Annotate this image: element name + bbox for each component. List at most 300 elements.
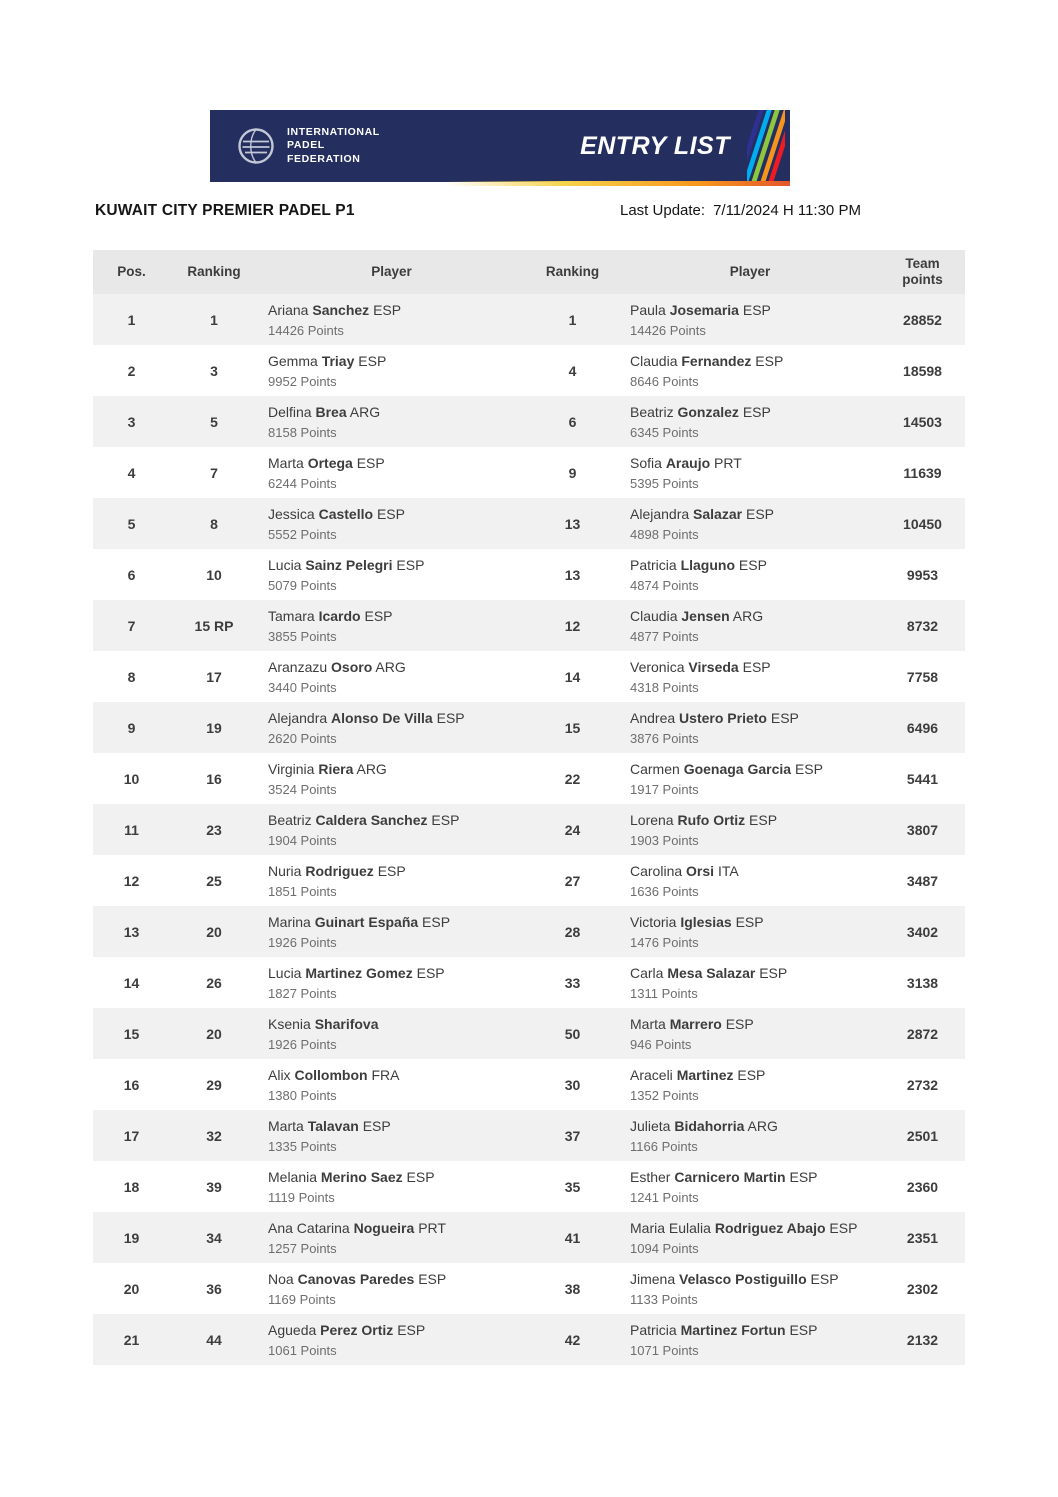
- country-code: ESP: [789, 1168, 818, 1185]
- table-row: [93, 1212, 965, 1263]
- player-points-2: 8646 Points: [630, 373, 699, 389]
- ranking-cell-1: 20: [206, 923, 222, 940]
- country-code: ESP: [810, 1270, 839, 1287]
- last-name: Caldera Sanchez: [315, 811, 428, 828]
- player-cell-2: [620, 1008, 880, 1059]
- player-name-2: [630, 454, 876, 472]
- country-code: ITA: [717, 862, 739, 879]
- player-name-2: [630, 1270, 876, 1288]
- country-code: ESP: [376, 505, 405, 522]
- country-code: ESP: [358, 352, 387, 369]
- entry-list-table: [93, 250, 965, 1365]
- table-row: [93, 294, 965, 345]
- federation-name: [287, 126, 380, 167]
- last-name: Velasco Postiguillo: [679, 1270, 807, 1287]
- player-points-1: 1380 Points: [268, 1087, 337, 1103]
- player-name-2: [630, 964, 876, 982]
- team-points-cell: 2732: [906, 1076, 939, 1093]
- first-name: Melania: [268, 1168, 318, 1185]
- first-name: Lucia: [268, 556, 302, 573]
- ranking-cell-2: 42: [564, 1331, 581, 1348]
- first-name: Claudia: [630, 607, 678, 624]
- ranking-cell-2: 33: [564, 974, 581, 991]
- player-points-2: 1133 Points: [630, 1291, 698, 1307]
- last-update: [620, 202, 861, 219]
- ranking-cell-2: 28: [564, 923, 581, 940]
- country-code: ARG: [356, 760, 387, 777]
- last-name: Nogueira: [353, 1219, 415, 1236]
- player-points-1: 1926 Points: [268, 1036, 337, 1052]
- player-points-1: 1061 Points: [268, 1342, 337, 1358]
- ranking-cell-2: 12: [564, 617, 581, 634]
- header-pos: Pos.: [93, 250, 170, 294]
- player-name-2: [630, 760, 876, 778]
- team-points-cell: 10450: [903, 515, 942, 532]
- first-name: Paula: [630, 301, 666, 318]
- player-points-2: 14426 Points: [630, 322, 706, 338]
- country-code: PRT: [418, 1219, 446, 1236]
- country-code: ESP: [789, 1321, 818, 1338]
- player-name-1: [268, 709, 521, 727]
- player-points-2: 4318 Points: [630, 679, 699, 695]
- team-points-cell: 5441: [906, 770, 939, 787]
- country-code: ESP: [745, 505, 774, 522]
- position-cell: 12: [123, 872, 140, 889]
- header-player-1: Player: [258, 250, 525, 294]
- ranking-cell-2: 9: [568, 464, 577, 481]
- player-name-1: [268, 301, 521, 319]
- position-cell: 21: [123, 1331, 140, 1348]
- ranking-cell-1: 20: [206, 1025, 222, 1042]
- first-name: Jimena: [630, 1270, 676, 1287]
- country-code: ESP: [759, 964, 788, 981]
- last-name: Mesa Salazar: [667, 964, 756, 981]
- ranking-cell-1: 16: [206, 770, 222, 787]
- last-update-value: 7/11/2024 H 11:30 PM: [713, 202, 861, 219]
- player-name-2: [630, 811, 876, 829]
- player-points-2: 1241 Points: [630, 1189, 699, 1205]
- player-points-1: 1119 Points: [268, 1189, 335, 1205]
- player-name-2: [630, 913, 876, 931]
- table-header-row: [93, 250, 965, 294]
- position-cell: 8: [127, 668, 136, 685]
- position-cell: 16: [123, 1076, 140, 1093]
- country-code: ESP: [829, 1219, 858, 1236]
- country-code: ESP: [396, 556, 425, 573]
- first-name: Marta: [630, 1015, 666, 1032]
- first-name: Alejandra: [268, 709, 328, 726]
- player-cell-1: [258, 1110, 525, 1161]
- player-points-1: 1851 Points: [268, 883, 337, 899]
- player-points-2: 5395 Points: [630, 475, 699, 491]
- team-points-cell: 18598: [903, 362, 942, 379]
- team-points-cell: 9953: [906, 566, 939, 583]
- player-points-1: 1257 Points: [268, 1240, 337, 1256]
- first-name: Lorena: [630, 811, 674, 828]
- country-code: ESP: [362, 1117, 391, 1134]
- position-cell: 19: [123, 1229, 140, 1246]
- country-code: ARG: [747, 1117, 778, 1134]
- position-cell: 9: [127, 719, 136, 736]
- player-name-1: [268, 1168, 521, 1186]
- last-name: Rodriguez Abajo: [714, 1219, 826, 1236]
- player-cell-1: [258, 1263, 525, 1314]
- player-name-1: [268, 811, 521, 829]
- player-points-2: 4874 Points: [630, 577, 699, 593]
- position-cell: 7: [127, 617, 136, 634]
- country-code: ESP: [737, 1066, 766, 1083]
- ranking-cell-1: 1: [210, 311, 218, 328]
- player-cell-2: [620, 447, 880, 498]
- last-update-label: Last Update:: [620, 202, 706, 219]
- first-name: Lucia: [268, 964, 302, 981]
- last-name: Fernandez: [681, 352, 752, 369]
- player-name-2: [630, 1321, 876, 1339]
- last-name: Sainz Pelegri: [305, 556, 393, 573]
- position-cell: 4: [127, 464, 136, 481]
- first-name: Aranzazu: [268, 658, 328, 675]
- country-code: ESP: [364, 607, 393, 624]
- player-name-1: [268, 1066, 521, 1084]
- table-row: [93, 1008, 965, 1059]
- player-points-1: 3524 Points: [268, 781, 337, 797]
- last-name: Osoro: [331, 658, 373, 675]
- ranking-cell-1: 32: [206, 1127, 222, 1144]
- last-name: Talavan: [307, 1117, 359, 1134]
- player-cell-2: [620, 396, 880, 447]
- player-name-1: [268, 556, 521, 574]
- player-cell-2: [620, 345, 880, 396]
- title-row: [95, 202, 965, 226]
- last-name: Sharifova: [314, 1015, 379, 1032]
- banner-stripes-decoration: [747, 110, 785, 182]
- country-code: ESP: [794, 760, 823, 777]
- last-name: Orsi: [686, 862, 715, 879]
- ranking-cell-1: 39: [206, 1178, 222, 1195]
- table-row: [93, 345, 965, 396]
- player-cell-1: [258, 957, 525, 1008]
- player-name-1: [268, 862, 521, 880]
- federation-name-line1: INTERNATIONAL: [287, 125, 380, 138]
- position-cell: 17: [123, 1127, 140, 1144]
- player-points-2: 1903 Points: [630, 832, 699, 848]
- first-name: Virginia: [268, 760, 315, 777]
- ranking-cell-1: 8: [210, 515, 218, 532]
- last-name: Icardo: [318, 607, 361, 624]
- ranking-cell-1: 44: [206, 1331, 222, 1348]
- ranking-cell-1: 34: [206, 1229, 222, 1246]
- player-cell-2: [620, 804, 880, 855]
- federation-name-line2: PADEL: [287, 139, 325, 152]
- team-points-cell: 2351: [906, 1229, 939, 1246]
- player-cell-2: [620, 1161, 880, 1212]
- ranking-cell-1: 25: [206, 872, 222, 889]
- first-name: Tamara: [268, 607, 315, 624]
- team-points-cell: 6496: [906, 719, 939, 736]
- player-cell-2: [620, 855, 880, 906]
- player-cell-1: [258, 549, 525, 600]
- player-name-1: [268, 1219, 521, 1237]
- ranking-cell-2: 13: [564, 566, 581, 583]
- player-cell-2: [620, 294, 880, 345]
- player-cell-2: [620, 600, 880, 651]
- country-code: ESP: [725, 1015, 754, 1032]
- last-name: Martinez Fortun: [680, 1321, 786, 1338]
- player-points-2: 946 Points: [630, 1036, 692, 1052]
- player-name-1: [268, 1117, 521, 1135]
- player-name-1: [268, 1321, 521, 1339]
- player-points-2: 4877 Points: [630, 628, 699, 644]
- first-name: Victoria: [630, 913, 677, 930]
- player-name-2: [630, 556, 876, 574]
- ranking-cell-1: 17: [206, 668, 222, 685]
- table-row: [93, 447, 965, 498]
- last-name: Virseda: [688, 658, 739, 675]
- last-name: Martinez: [676, 1066, 734, 1083]
- player-name-1: [268, 760, 521, 778]
- country-code: ARG: [732, 607, 764, 624]
- table-row: [93, 906, 965, 957]
- player-cell-1: [258, 1161, 525, 1212]
- team-points-cell: 2302: [906, 1280, 939, 1297]
- ranking-cell-2: 50: [564, 1025, 581, 1042]
- table-row: [93, 804, 965, 855]
- last-name: Rufo Ortiz: [677, 811, 746, 828]
- first-name: Julieta: [630, 1117, 671, 1134]
- country-code: ESP: [436, 709, 465, 726]
- ranking-cell-1: 10: [206, 566, 222, 583]
- table-row: [93, 957, 965, 1008]
- ranking-cell-1: 5: [210, 413, 218, 430]
- ranking-cell-1: 26: [206, 974, 222, 991]
- header-team-points: Team points: [880, 250, 965, 294]
- player-points-1: 3855 Points: [268, 628, 337, 644]
- last-name: Josemaria: [669, 301, 739, 318]
- country-code: ARG: [349, 403, 381, 420]
- team-points-cell: 7758: [906, 668, 939, 685]
- first-name: Araceli: [630, 1066, 673, 1083]
- player-cell-1: [258, 804, 525, 855]
- last-name: Carnicero Martin: [674, 1168, 786, 1185]
- country-code: ESP: [431, 811, 460, 828]
- country-code: PRT: [714, 454, 742, 471]
- first-name: Patricia: [630, 556, 677, 573]
- last-name: Llaguno: [680, 556, 736, 573]
- player-points-1: 2620 Points: [268, 730, 337, 746]
- player-points-1: 14426 Points: [268, 322, 344, 338]
- player-points-2: 1476 Points: [630, 934, 699, 950]
- player-points-1: 3440 Points: [268, 679, 337, 695]
- first-name: Gemma: [268, 352, 318, 369]
- player-points-2: 4898 Points: [630, 526, 699, 542]
- player-name-1: [268, 403, 521, 421]
- player-cell-2: [620, 906, 880, 957]
- banner-underline-gradient: [445, 181, 790, 186]
- ranking-cell-1: 29: [206, 1076, 222, 1093]
- country-code: ESP: [406, 1168, 435, 1185]
- ranking-cell-2: 6: [568, 413, 577, 430]
- player-name-2: [630, 1168, 876, 1186]
- last-name: Gonzalez: [677, 403, 739, 420]
- player-cell-1: [258, 702, 525, 753]
- first-name: Alix: [268, 1066, 291, 1083]
- first-name: Patricia: [630, 1321, 677, 1338]
- position-cell: 18: [123, 1178, 140, 1195]
- table-row: [93, 1059, 965, 1110]
- last-name: Triay: [321, 352, 355, 369]
- player-name-1: [268, 913, 521, 931]
- ranking-cell-1: 36: [206, 1280, 222, 1297]
- first-name: Carolina: [630, 862, 683, 879]
- team-points-cell: 11639: [903, 464, 942, 481]
- player-points-1: 9952 Points: [268, 373, 337, 389]
- table-row: [93, 600, 965, 651]
- position-cell: 3: [127, 413, 136, 430]
- country-code: ESP: [755, 352, 784, 369]
- ipf-globe-icon: [236, 126, 276, 166]
- table-row: [93, 702, 965, 753]
- player-points-1: 1335 Points: [268, 1138, 337, 1154]
- table-row: [93, 396, 965, 447]
- first-name: Alejandra: [630, 505, 690, 522]
- first-name: Ana Catarina: [268, 1219, 350, 1236]
- last-name: Castello: [318, 505, 374, 522]
- player-points-2: 1311 Points: [630, 985, 698, 1001]
- player-points-2: 1166 Points: [630, 1138, 698, 1154]
- last-name: Sanchez: [312, 301, 370, 318]
- first-name: Carmen: [630, 760, 680, 777]
- country-code: ESP: [742, 301, 771, 318]
- last-name: Alonso De Villa: [331, 709, 433, 726]
- player-cell-1: [258, 396, 525, 447]
- first-name: Claudia: [630, 352, 678, 369]
- country-code: ESP: [418, 1270, 447, 1287]
- first-name: Maria Eulalia: [630, 1219, 711, 1236]
- player-name-2: [630, 1066, 876, 1084]
- position-cell: 11: [124, 821, 139, 838]
- player-points-1: 5079 Points: [268, 577, 337, 593]
- player-points-1: 1926 Points: [268, 934, 337, 950]
- country-code: ESP: [749, 811, 778, 828]
- player-cell-2: [620, 1059, 880, 1110]
- ranking-cell-2: 35: [564, 1178, 581, 1195]
- country-code: ESP: [738, 556, 767, 573]
- ranking-cell-2: 1: [568, 311, 577, 328]
- first-name: Esther: [630, 1168, 671, 1185]
- ranking-cell-2: 24: [564, 821, 581, 838]
- player-cell-2: [620, 549, 880, 600]
- federation-banner: [210, 110, 790, 182]
- player-name-2: [630, 403, 876, 421]
- first-name: Marina: [268, 913, 311, 930]
- last-name: Bidahorria: [674, 1117, 745, 1134]
- player-name-1: [268, 1270, 521, 1288]
- team-points-cell: 2501: [906, 1127, 939, 1144]
- federation-name-line3: FEDERATION: [287, 152, 361, 165]
- player-cell-1: [258, 1314, 525, 1365]
- last-name: Rodriguez: [305, 862, 374, 879]
- first-name: Jessica: [268, 505, 315, 522]
- last-name: Salazar: [693, 505, 743, 522]
- last-name: Iglesias: [680, 913, 732, 930]
- player-name-1: [268, 658, 521, 676]
- tournament-title: KUWAIT CITY PREMIER PADEL P1: [95, 202, 355, 219]
- player-name-1: [268, 454, 521, 472]
- team-points-cell: 28852: [903, 311, 942, 328]
- team-points-cell: 3807: [906, 821, 939, 838]
- player-points-1: 1827 Points: [268, 985, 337, 1001]
- player-cell-2: [620, 1110, 880, 1161]
- first-name: Andrea: [630, 709, 676, 726]
- last-name: Martinez Gomez: [305, 964, 413, 981]
- last-name: Perez Ortiz: [320, 1321, 394, 1338]
- table-row: [93, 549, 965, 600]
- player-points-2: 3876 Points: [630, 730, 699, 746]
- table-row: [93, 753, 965, 804]
- country-code: ESP: [377, 862, 406, 879]
- header-player-2: Player: [620, 250, 880, 294]
- last-name: Ustero Prieto: [679, 709, 767, 726]
- player-cell-1: [258, 294, 525, 345]
- player-points-2: 1071 Points: [630, 1342, 699, 1358]
- player-name-2: [630, 1015, 876, 1033]
- table-row: [93, 1161, 965, 1212]
- first-name: Agueda: [268, 1321, 317, 1338]
- position-cell: 5: [127, 515, 136, 532]
- player-cell-1: [258, 753, 525, 804]
- table-row: [93, 651, 965, 702]
- player-cell-2: [620, 498, 880, 549]
- ranking-cell-2: 30: [564, 1076, 581, 1093]
- player-cell-2: [620, 753, 880, 804]
- player-cell-1: [258, 651, 525, 702]
- position-cell: 2: [127, 362, 136, 379]
- country-code: ESP: [356, 454, 385, 471]
- player-points-2: 1917 Points: [630, 781, 699, 797]
- position-cell: 20: [123, 1280, 140, 1297]
- ranking-cell-1: 7: [210, 464, 218, 481]
- first-name: Beatriz: [268, 811, 312, 828]
- player-points-1: 1169 Points: [268, 1291, 336, 1307]
- country-code: ESP: [742, 403, 771, 420]
- player-name-2: [630, 658, 876, 676]
- country-code: ESP: [735, 913, 764, 930]
- player-points-1: 5552 Points: [268, 526, 337, 542]
- player-cell-1: [258, 447, 525, 498]
- header-ranking-1: Ranking: [170, 250, 258, 294]
- player-points-2: 1094 Points: [630, 1240, 699, 1256]
- team-points-cell: 3138: [906, 974, 939, 991]
- ranking-cell-1: 15 RP: [194, 617, 234, 634]
- player-points-1: 6244 Points: [268, 475, 337, 491]
- position-cell: 10: [123, 770, 140, 787]
- position-cell: 6: [127, 566, 136, 583]
- first-name: Carla: [630, 964, 664, 981]
- player-points-2: 1636 Points: [630, 883, 699, 899]
- player-name-2: [630, 352, 876, 370]
- last-name: Jensen: [681, 607, 730, 624]
- position-cell: 1: [127, 311, 136, 328]
- team-points-cell: 2132: [906, 1331, 939, 1348]
- player-cell-2: [620, 957, 880, 1008]
- ranking-cell-2: 37: [564, 1127, 581, 1144]
- position-cell: 14: [123, 974, 140, 991]
- player-cell-1: [258, 498, 525, 549]
- last-name: Guinart España: [314, 913, 419, 930]
- player-name-1: [268, 1015, 521, 1033]
- player-cell-2: [620, 651, 880, 702]
- table-row: [93, 498, 965, 549]
